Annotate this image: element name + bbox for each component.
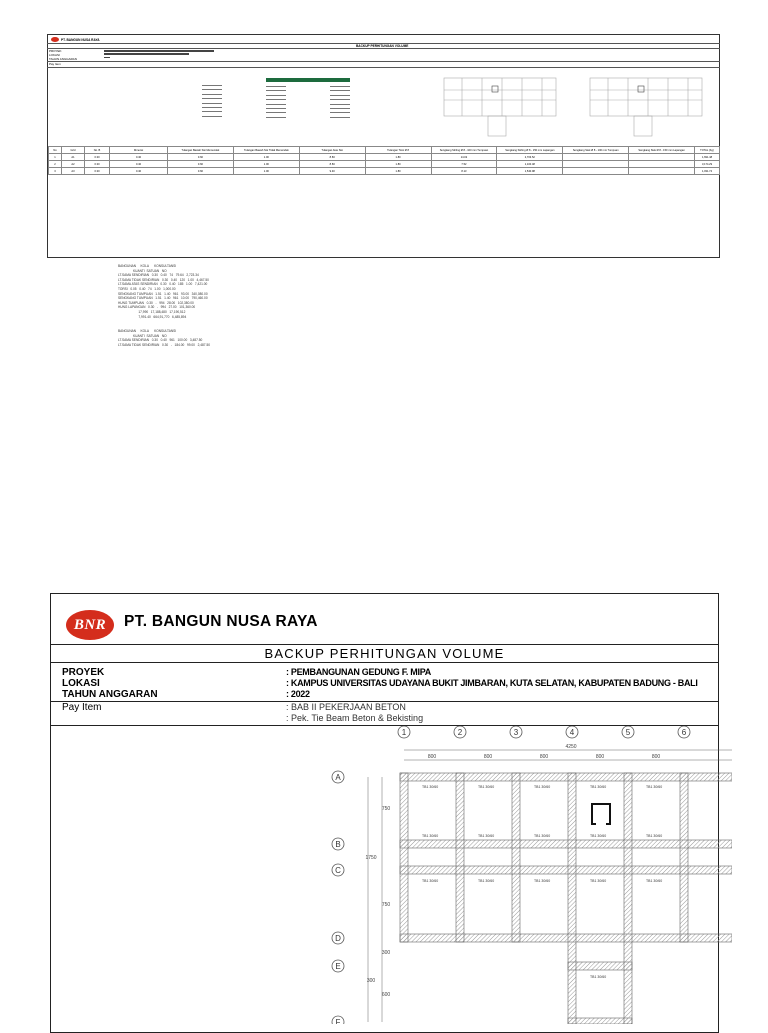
th-stek-1: Sengkang Stek Ø 8 - 100 mm Tumpuan	[563, 147, 629, 154]
th-dimensi: Dimensi	[110, 147, 168, 154]
th-total: TOTAL (Kg)	[695, 147, 720, 154]
svg-text:300: 300	[381, 950, 391, 956]
grid-row-e: E	[335, 962, 341, 971]
grid-row-f: F	[335, 1018, 341, 1024]
svg-text:800: 800	[539, 754, 549, 760]
svg-text:TB1 30/60: TB1 30/60	[646, 785, 663, 789]
svg-text:TB1 30/60: TB1 30/60	[590, 834, 607, 838]
thumb-calc-block-1: BANGUNAN KOLA KONSULTANSI KUANTI SATUAN NO LT.SAMA SENDIRIAN 0.30 0.40 74 79.64 2,723.34 LT.SAMA TIDAK SENDIRIAN 0.30 0.40 120 1.00 4,467.50 LT.SAMA ATAS SENDIRIAN 0.30 0.40 185 1.00 7,421.00 TORSI 0.05 0.40 74 1.00 1,000.00 SENGKANG TUMPUAN 1.51 1.40 961 93.00 340,080.00 SENGKANG TUMPUAN 1.51 1.40 961 10.00 790,460.00 HUNG TUMPUAN 0.30 - 994 28.00 102,380.00 HUNG LAPANGAN 0.30 - 994 27.00 101,360.00 17,990 17,188,480 17,190,512 7,991.40 664,91,770 6,485,894	[118, 264, 209, 319]
th-no: No	[49, 147, 62, 154]
table-row: 2 A2 0.30 0.40 0.60 1.00 8.83 1.80 7.52 1,100.48 3,174.29	[49, 161, 720, 168]
grid-col-3: 3	[513, 728, 519, 737]
page-title: BACKUP PERHITUNGAN VOLUME	[264, 646, 505, 661]
grid-col-4: 4	[569, 728, 575, 737]
grid-row-a: A	[335, 773, 341, 782]
grid-col-5: 5	[625, 728, 631, 737]
thumb-calc-block-2: BANGUNAN KOLA KONSULTANSI KUANTI SATUAN NO LT.SAMA SENDIRIAN 0.30 0.40 961 100.00 3,487.50 LT.SAMA TIDAK SENDIRIAN 0.30 - 184.00 99.00 2,487.50	[118, 329, 211, 347]
table-row: 3 A3 0.30 0.40 0.60 1.00 9.40 1.80 8.13 1,540.98 1,031.74	[49, 168, 720, 175]
th-tul-atas: Tulangan Atas Sisi	[299, 147, 365, 154]
svg-text:TB1 30/60: TB1 30/60	[590, 975, 607, 979]
thumb-company: PT. BANGUN NUSA RAYA	[61, 38, 100, 42]
grid-col-2: 2	[457, 728, 463, 737]
svg-text:TB1 30/60: TB1 30/60	[646, 834, 663, 838]
svg-text:TB1 30/60: TB1 30/60	[422, 879, 439, 883]
svg-text:750: 750	[381, 902, 391, 908]
dim-total: 4250	[565, 744, 577, 750]
svg-text:1750: 1750	[365, 855, 377, 861]
svg-text:TB1 30/60: TB1 30/60	[534, 879, 551, 883]
svg-text:TB1 30/60: TB1 30/60	[478, 785, 495, 789]
thumb-label-proyek: PROYEK	[49, 49, 62, 53]
grid-row-b: B	[335, 840, 341, 849]
thumb-label-lokasi: LOKASI	[49, 53, 60, 57]
svg-text:800: 800	[651, 754, 661, 760]
th-tul-bawah-2: Tulangan Bawah Sisi Tidak Memendek	[233, 147, 299, 154]
thumb-logo	[51, 37, 59, 42]
svg-text:300: 300	[366, 978, 376, 984]
svg-text:750: 750	[381, 806, 391, 812]
thumb-list-3	[330, 83, 350, 118]
svg-text:TB1 30/60: TB1 30/60	[478, 834, 495, 838]
svg-text:TB1 30/60: TB1 30/60	[646, 879, 663, 883]
svg-text:TB1 30/60: TB1 30/60	[534, 834, 551, 838]
svg-text:TB1 30/60: TB1 30/60	[422, 834, 439, 838]
label-proyek: PROYEK	[62, 667, 105, 678]
grid-row-d: D	[335, 934, 341, 943]
th-torsi: Tulangan Torsi Ø 8	[365, 147, 431, 154]
thumb-list-2	[266, 83, 286, 118]
th-nob: No. B	[85, 147, 110, 154]
grid-row-c: C	[335, 866, 341, 875]
value-pay-item: : BAB II PEKERJAAN BETON	[286, 702, 406, 712]
value-tahun-anggaran: : 2022	[286, 689, 310, 699]
thumb-pay-item: Pay Item	[49, 62, 61, 66]
value-pay-item-sub: : Pek. Tie Beam Beton & Bekisting	[286, 713, 424, 723]
svg-text:600: 600	[381, 992, 391, 998]
label-lokasi: LOKASI	[62, 678, 100, 689]
thumb-title: BACKUP PERHITUNGAN VOLUME	[356, 44, 409, 48]
label-pay-item: Pay Item	[62, 702, 102, 713]
thumb-label-tahun: TAHUN ANGGARAN	[49, 57, 77, 61]
svg-text:800: 800	[483, 754, 493, 760]
bnr-logo: BNR	[66, 610, 114, 640]
company-name: PT. BANGUN NUSA RAYA	[124, 613, 318, 630]
th-sengkang-1: Sengkang Stirling Ø 8 - 100 mm Tumpuan	[431, 147, 497, 154]
grid-col-1: 1	[401, 728, 407, 737]
thumb-plan-1	[432, 70, 562, 140]
structural-plan-drawing	[326, 726, 732, 1024]
th-tul-bawah-1: Tulangan Bawah Sisi Memendek	[168, 147, 234, 154]
svg-text:TB1 30/60: TB1 30/60	[590, 879, 607, 883]
svg-text:800: 800	[595, 754, 605, 760]
svg-text:TB1 30/60: TB1 30/60	[590, 785, 607, 789]
th-grid: Grid	[62, 147, 85, 154]
thumb-plan-2	[578, 70, 708, 140]
svg-text:TB1 30/60: TB1 30/60	[478, 879, 495, 883]
thumb-volume-table	[48, 146, 720, 175]
th-stek-2: Sengkang Stek Ø 8 - 150 mm Lapangan	[629, 147, 695, 154]
th-sengkang-2: Sengkang Stirling Ø 8 - 150 mm Lapangan	[497, 147, 563, 154]
thumb-values	[104, 50, 214, 52]
label-tahun-anggaran: TAHUN ANGGARAN	[62, 689, 158, 700]
thumb-list-1	[202, 82, 222, 117]
table-row: 1 A1 0.30 0.40 0.60 1.00 8.83 1.80 14.02 2,703.52 1,691.48	[49, 154, 720, 161]
value-proyek: : PEMBANGUNAN GEDUNG F. MIPA	[286, 667, 431, 677]
grid-col-6: 6	[681, 728, 687, 737]
svg-text:TB1 30/60: TB1 30/60	[534, 785, 551, 789]
svg-text:TB1 30/60: TB1 30/60	[422, 785, 439, 789]
svg-text:800: 800	[427, 754, 437, 760]
value-lokasi: : KAMPUS UNIVERSITAS UDAYANA BUKIT JIMBARAN, KUTA SELATAN, KABUPATEN BADUNG - BALI	[286, 678, 698, 688]
